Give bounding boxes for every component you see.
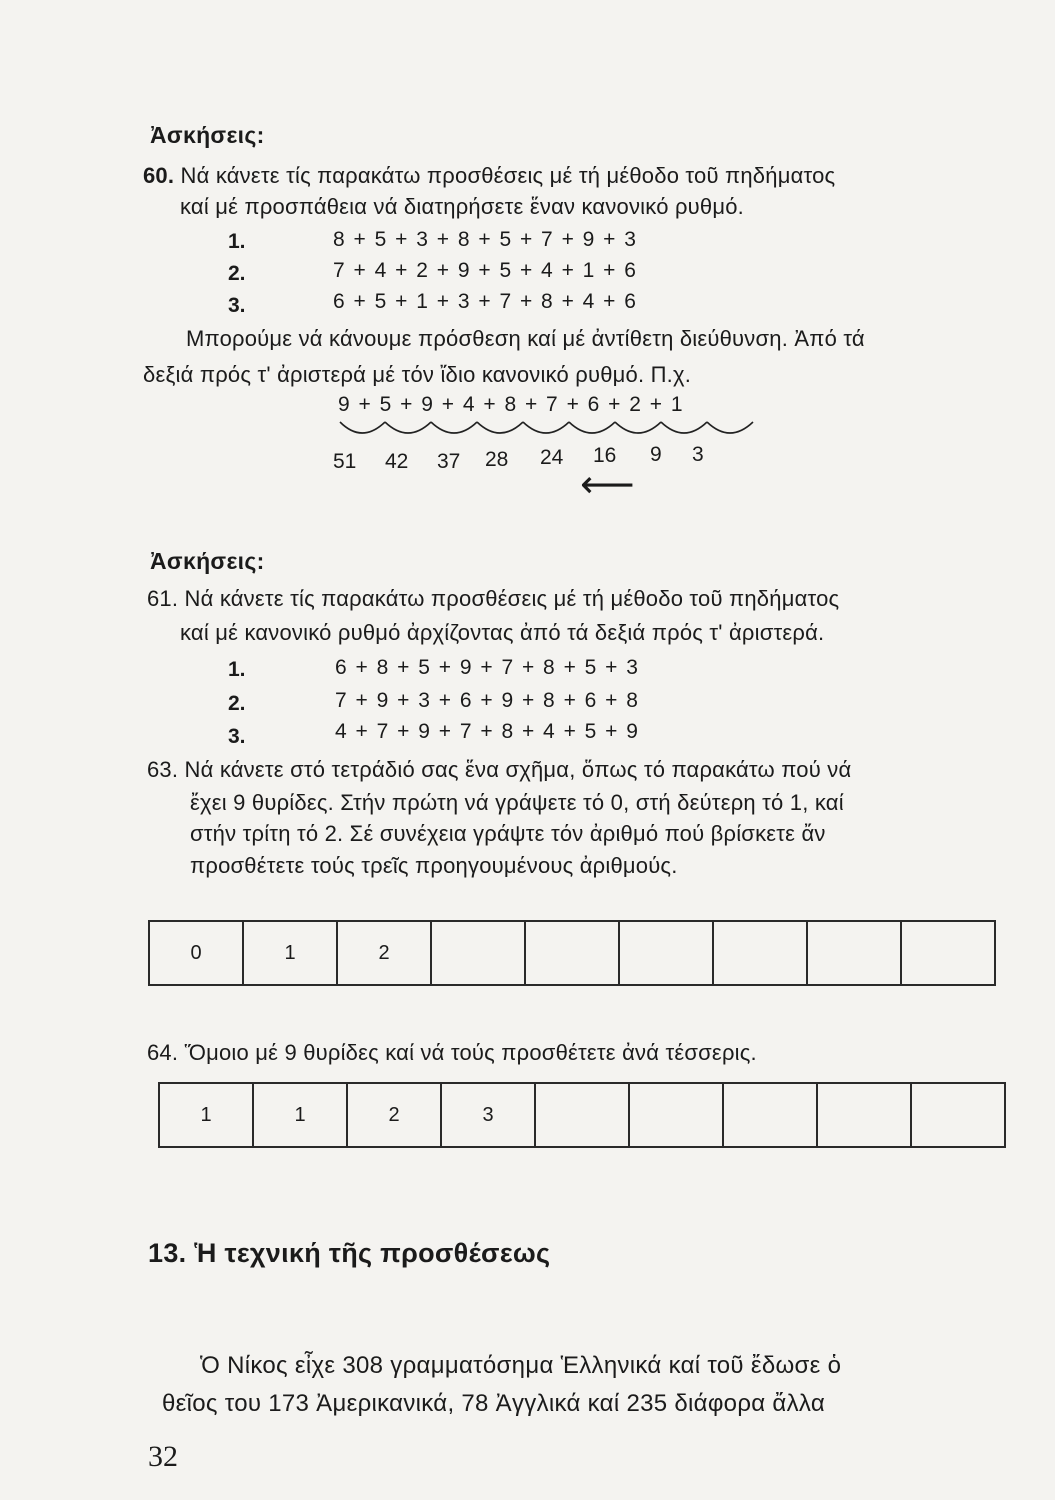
exercise-61-item1-expr: 6 + 8 + 5 + 9 + 7 + 8 + 5 + 3 <box>335 656 640 679</box>
grid-cell <box>817 1083 911 1147</box>
jump-arc <box>477 422 523 433</box>
exercise-60-item2-label: 2. <box>228 262 246 285</box>
exercise-60-number: 60. <box>143 163 175 188</box>
exercise-61-item2-expr: 7 + 9 + 3 + 6 + 9 + 8 + 6 + 8 <box>335 689 640 712</box>
exercise-63-line4: προσθέτετε τούς τρεῖς προηγουμένους ἀριθμούς. <box>190 853 678 878</box>
grid-cell: 3 <box>441 1083 535 1147</box>
example-sum: 51 <box>333 450 357 473</box>
grid-cell: 1 <box>243 921 337 985</box>
grid-cell <box>807 921 901 985</box>
example-sum: 16 <box>593 444 617 467</box>
example-sum: 42 <box>385 450 409 473</box>
exercise-63-line3: στήν τρίτη τό 2. Σέ συνέχεια γράψτε τόν ἀριθμό πού βρίσκετε ἄν <box>190 821 826 846</box>
jump-arc <box>615 422 661 433</box>
jump-arc <box>340 422 385 433</box>
example-sum: 3 <box>692 443 704 466</box>
reverse-text-line2: δεξιά πρός τ' ἀριστερά μέ τόν ἴδιο κανονικό ρυθμό. Π.χ. <box>143 362 692 387</box>
grid-cell: 1 <box>159 1083 253 1147</box>
section-13-paragraph-line1: Ὁ Νίκος εἶχε 308 γραμματόσημα Ἑλληνικά καί τοῦ ἔδωσε ὁ <box>200 1352 842 1379</box>
grid-cell: 2 <box>347 1083 441 1147</box>
exercise-61-item3-label: 3. <box>228 725 246 748</box>
exercise-64-line1: 64. Ὅμοιο μέ 9 θυρίδες καί νά τούς προσθέτετε ἀνά τέσσερις. <box>147 1040 757 1065</box>
exercises-heading-1: Ἀσκήσεις: <box>150 122 265 148</box>
grid-cell: 1 <box>253 1083 347 1147</box>
jump-arc <box>385 422 431 433</box>
grid-cell <box>535 1083 629 1147</box>
section-13-paragraph-line2: θεῖος του 173 Ἀμερικανικά, 78 Ἀγγλικά καί 235 διάφορα ἄλλα <box>162 1390 826 1417</box>
exercise-61-item3-expr: 4 + 7 + 9 + 7 + 8 + 4 + 5 + 9 <box>335 720 640 743</box>
exercise-61-number: 61. <box>147 586 179 611</box>
example-sum: 24 <box>540 446 564 469</box>
exercise-61-item1-label: 1. <box>228 658 246 681</box>
reverse-text-line1: Μπορούμε νά κάνουμε πρόσθεση καί μέ ἀντίθετη διεύθυνση. Ἀπό τά <box>186 326 865 351</box>
jump-arc <box>661 422 707 433</box>
left-arrow-icon: ⟵ <box>580 464 635 506</box>
exercise-63-grid <box>148 920 996 986</box>
grid-cell <box>911 1083 1005 1147</box>
grid-cell <box>723 1083 817 1147</box>
exercise-60-text: Νά κάνετε τίς παρακάτω προσθέσεις μέ τή μέθοδο τοῦ πηδήματος <box>180 163 836 188</box>
grid-cell <box>431 921 525 985</box>
jump-arcs <box>330 418 770 448</box>
example-sum: 9 <box>650 443 662 466</box>
page-number: 32 <box>148 1440 178 1473</box>
example-sum: 37 <box>437 450 461 473</box>
exercise-61-item2-label: 2. <box>228 692 246 715</box>
grid-cell <box>629 1083 723 1147</box>
exercise-60-line1 <box>143 163 835 189</box>
grid-cell: 0 <box>149 921 243 985</box>
grid-cell <box>713 921 807 985</box>
jump-arc <box>431 422 477 433</box>
grid-cell <box>525 921 619 985</box>
section-13-title: 13. Ἡ τεχνική τῆς προσθέσεως <box>148 1238 551 1268</box>
exercise-63-line1: 63. Νά κάνετε στό τετράδιό σας ἕνα σχῆμα, ὅπως τό παρακάτω πού νά <box>147 757 852 782</box>
grid-cell <box>619 921 713 985</box>
exercise-60-item1-label: 1. <box>228 230 246 253</box>
exercise-61-line2: καί μέ κανονικό ρυθμό ἀρχίζοντας ἀπό τά δεξιά πρός τ' ἀριστερά. <box>180 620 825 645</box>
exercise-60-item1-expr: 8 + 5 + 3 + 8 + 5 + 7 + 9 + 3 <box>333 228 638 251</box>
exercise-63-line2: ἔχει 9 θυρίδες. Στήν πρώτη νά γράψετε τό 0, στή δεύτερη τό 1, καί <box>190 790 844 815</box>
exercise-60-item2-expr: 7 + 4 + 2 + 9 + 5 + 4 + 1 + 6 <box>333 259 638 282</box>
grid-cell <box>901 921 995 985</box>
exercises-heading-2: Ἀσκήσεις: <box>150 548 265 574</box>
example-expression: 9 + 5 + 9 + 4 + 8 + 7 + 6 + 2 + 1 <box>338 393 685 416</box>
exercise-60-line2: καί μέ προσπάθεια νά διατηρήσετε ἕναν κανονικό ρυθμό. <box>180 194 744 219</box>
jump-arc <box>569 422 615 433</box>
grid-cell: 2 <box>337 921 431 985</box>
exercise-60-item3-expr: 6 + 5 + 1 + 3 + 7 + 8 + 4 + 6 <box>333 290 638 313</box>
exercise-61-line1 <box>147 586 839 612</box>
jump-arc <box>523 422 569 433</box>
jump-arc <box>707 422 753 433</box>
exercise-64-grid <box>158 1082 1006 1148</box>
exercise-60-item3-label: 3. <box>228 294 246 317</box>
example-sum: 28 <box>485 448 509 471</box>
exercise-61-text: Νά κάνετε τίς παρακάτω προσθέσεις μέ τή μέθοδο τοῦ πηδήματος <box>184 586 840 611</box>
